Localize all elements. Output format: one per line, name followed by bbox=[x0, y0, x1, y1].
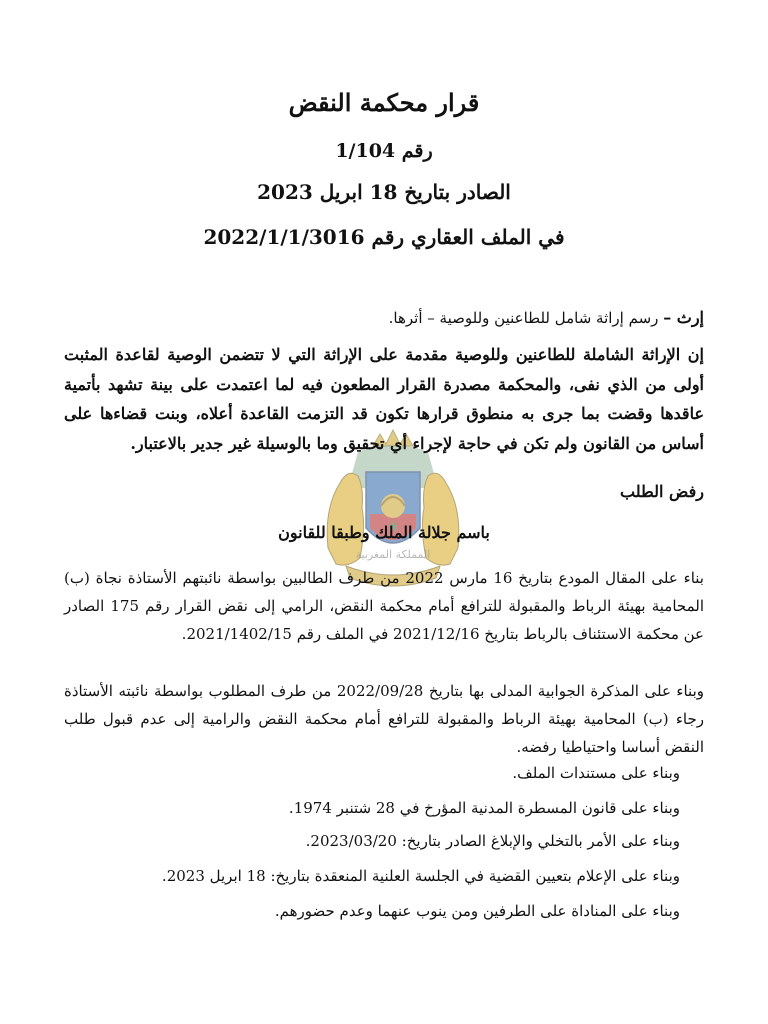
decision-date: الصادر بتاريخ 18 ابريل 2023 bbox=[257, 180, 511, 204]
procedural-line: وبناء على الأمر بالتخلي والإبلاغ الصادر بتاريخ: 2023/03/20. bbox=[305, 832, 680, 850]
procedural-line: وبناء على قانون المسطرة المدنية المؤرخ في 28 شتنبر 1974. bbox=[288, 799, 680, 817]
keyword-term: إرث – bbox=[663, 308, 704, 327]
legal-principle: إن الإراثة الشاملة للطاعنين وللوصية مقدمة على الإراثة التي لا تتضمن الوصية لقاعدة المثبت أولى من الذي نفى، والمحكمة مصدرة القرار المطعون فيه لما اعتمدت على بينة تشهد بأتمية عاقدها وقضت بما جرى به منطوق قرارها تكون قد التزمت القاعدة أعلاه، وبنت قضاءها على أساس من القانون ولم تكن في حاجة لإجراء أي تحقيق وما بالوسيلة غير جدير بالاعتبار. bbox=[64, 345, 704, 453]
procedural-line: وبناء على الإعلام بتعيين القضية في الجلسة العلنية المنعقدة بتاريخ: 18 ابريل 2023. bbox=[161, 867, 680, 885]
decision-number: رقم 1/104 bbox=[335, 140, 433, 162]
keywords-line bbox=[64, 308, 704, 327]
document-title: قرار محكمة النقض bbox=[288, 88, 480, 117]
keyword-text: رسم إراثة شامل للطاعنين وللوصية – أثرها. bbox=[388, 309, 659, 327]
decision-outcome: رفض الطلب bbox=[620, 482, 704, 501]
royal-preamble: باسم جلالة الملك وطبقا للقانون bbox=[278, 523, 490, 542]
procedural-line: وبناء على المناداة على الطرفين ومن ينوب عنهما وعدم حضورهم. bbox=[274, 902, 680, 920]
procedural-line: وبناء على مستندات الملف. bbox=[512, 764, 680, 782]
paragraph: وبناء على المذكرة الجوابية المدلى بها بتاريخ 2022/09/28 من طرف المطلوب بواسطة نائبته الأستاذة رجاء (ب) المحامية بهيئة الرباط والمقبولة للترافع أمام محكمة النقض والرامية إلى عدم قبول طلب النقض أساسا واحتياطيا رفضه. bbox=[64, 682, 705, 756]
paragraph: بناء على المقال المودع بتاريخ 16 مارس 2022 من طرف الطالبين بواسطة نائبتهم الأستاذة نجاة (ب) المحامية بهيئة الرباط والمقبولة للترافع أمام محكمة النقض، الرامي إلى نقض القرار رقم 175 الصادر عن محكمة الاستئناف بالرباط بتاريخ 2021/12/16 في الملف رقم 2021/1402/15. bbox=[64, 569, 704, 643]
file-number: في الملف العقاري رقم 2022/1/1/3016 bbox=[203, 225, 565, 249]
seal-caption: المملكة المغربية bbox=[355, 548, 431, 561]
